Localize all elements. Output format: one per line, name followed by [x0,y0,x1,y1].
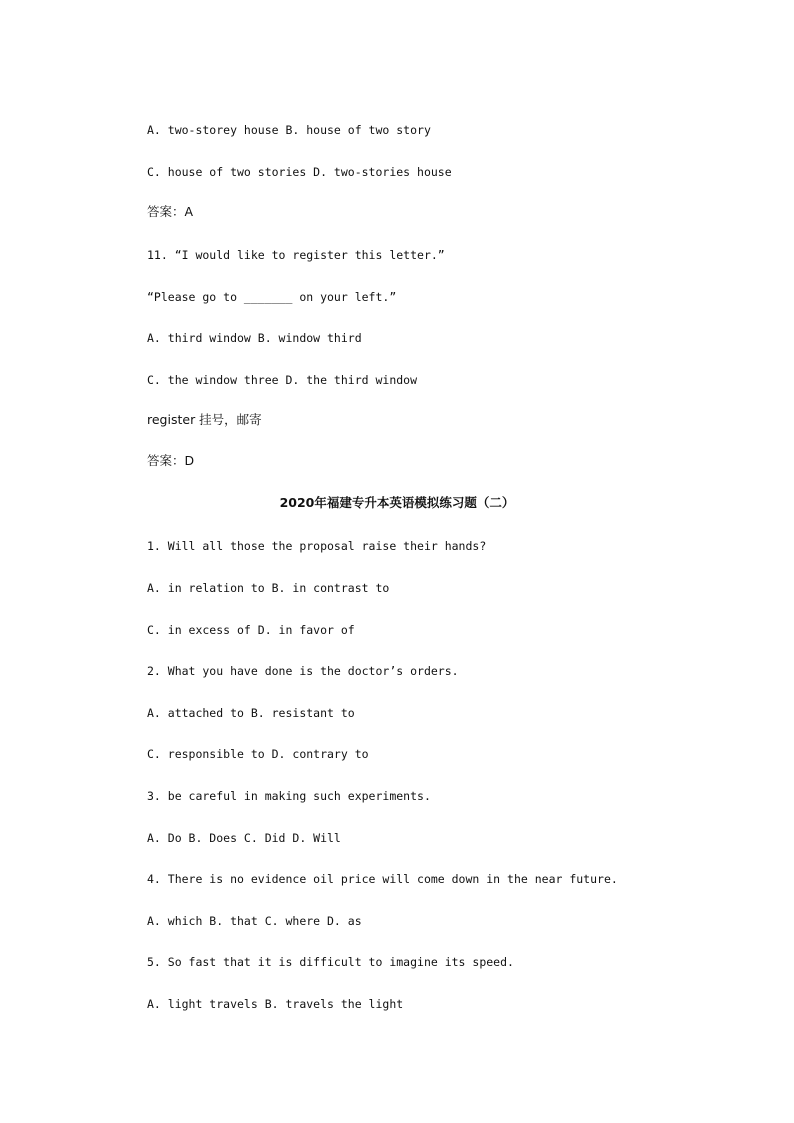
section-title: 2020年福建专升本英语模拟练习题（二） [279,495,515,510]
q11-answer: 答案：D [147,453,195,468]
q2-options-cd: C. responsible to D. contrary to [147,747,369,761]
q10-options-cd: C. house of two stories D. two-stories house [147,165,452,179]
q1-prompt: 1. Will all those the proposal raise their hands? [147,539,487,553]
q10-options-ab: A. two-storey house B. house of two story [147,123,431,137]
q11-options-cd: C. the window three D. the third window [147,373,418,387]
q11-options-ab: A. third window B. window third [147,331,362,345]
q2-prompt: 2. What you have done is the doctor’s orders. [147,664,459,678]
q3-prompt: 3. be careful in making such experiments. [147,789,431,803]
q4-options: A. which B. that C. where D. as [147,914,362,928]
q5-options-ab: A. light travels B. travels the light [147,997,404,1011]
q10-answer: 答案：A [147,204,194,219]
q11-reply: “Please go to _______ on your left.” [147,290,397,304]
q4-prompt: 4. There is no evidence oil price will come down in the near future. [147,872,618,886]
q11-prompt: 11. “I would like to register this letter.” [147,248,445,262]
q11-note: register 挂号，邮寄 [147,412,262,427]
q5-prompt: 5. So fast that it is difficult to imagine its speed. [147,955,514,969]
q3-options: A. Do B. Does C. Did D. Will [147,831,341,845]
q2-options-ab: A. attached to B. resistant to [147,706,355,720]
q1-options-ab: A. in relation to B. in contrast to [147,581,390,595]
q1-options-cd: C. in excess of D. in favor of [147,623,355,637]
